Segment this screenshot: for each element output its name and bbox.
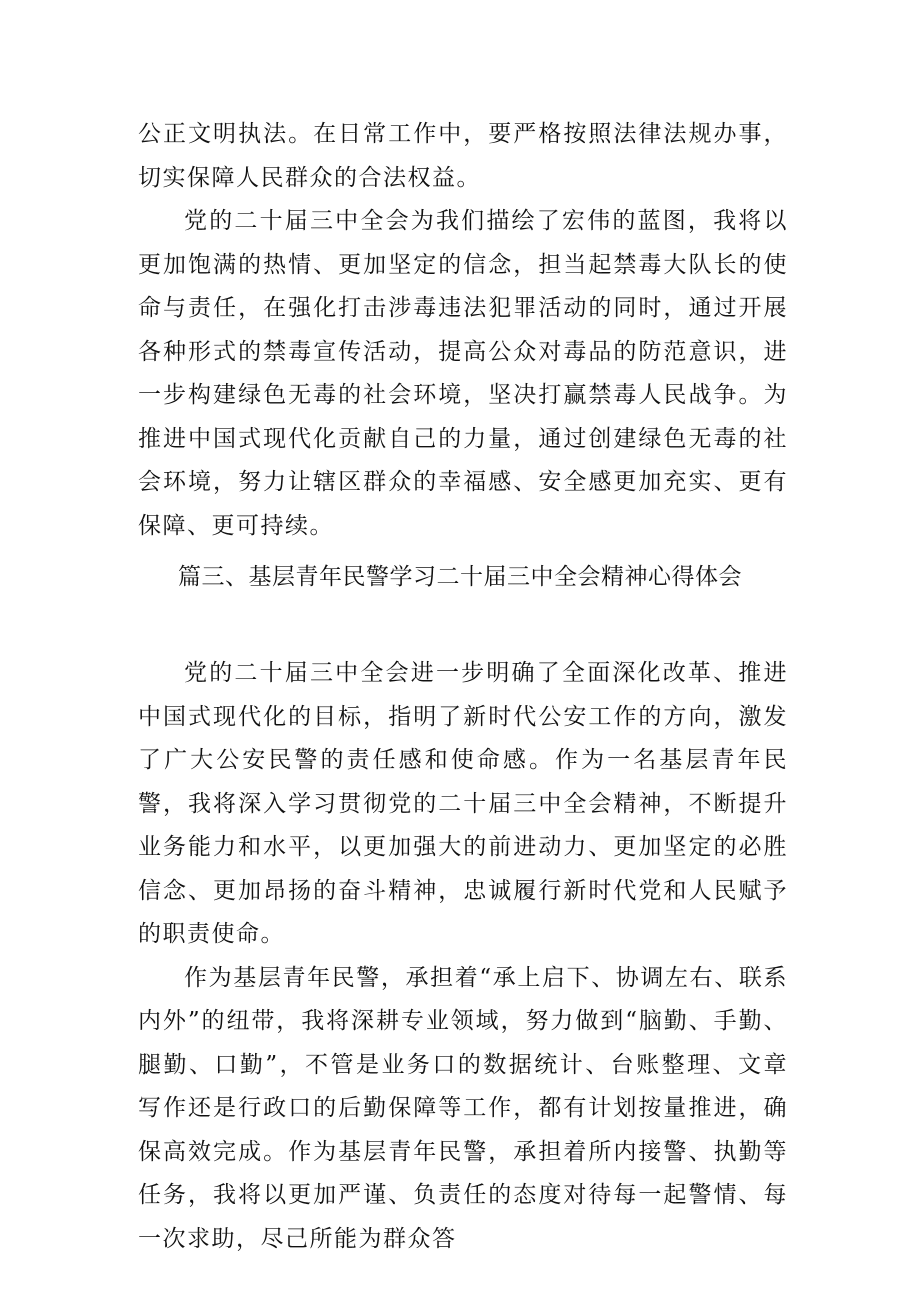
paragraph-continued: 公正文明执法。在日常工作中，要严格按照法律法规办事，切实保障人民群众的合法权益。: [138, 121, 788, 191]
section-title: 篇三、基层青年民警学习二十届三中全会精神心得体会: [178, 564, 742, 590]
paragraph: 作为基层青年民警，承担着“承上启下、协调左右、联系内外”的纽带，我将深耕专业领域，努力做到“脑勤、手勤、腿勤、口勤”，不管是业务口的数据统计、台账整理、文章写作还是行政口的后勤保障等工作，都有计划按量推进，确保高效完成。作为基层青年民警，承担着所内接警、执勤等任务，我将以更加严谨、负责任的态度对待每一起警情、每一次求助，尽己所能为群众答: [138, 964, 788, 1252]
bottom-text-block: [138, 652, 788, 1261]
paragraph: 党的二十届三中全会进一步明确了全面深化改革、推进中国式现代化的目标，指明了新时代公安工作的方向，激发了广大公安民警的责任感和使命感。作为一名基层青年民警，我将深入学习贯彻党的二十届三中全会精神，不断提升业务能力和水平，以更加强大的前进动力、更加坚定的必胜信念、更加昂扬的奋斗精神，忠诚履行新时代党和人民赋予的职责使命。: [138, 660, 788, 947]
top-text-block: [138, 113, 788, 548]
paragraph: 党的二十届三中全会为我们描绘了宏伟的蓝图，我将以更加饱满的热情、更加坚定的信念，担当起禁毒大队长的使命与责任，在强化打击涉毒违法犯罪活动的同时，通过开展各种形式的禁毒宣传活动，提高公众对毒品的防范意识，进一步构建绿色无毒的社会环境，坚决打赢禁毒人民战争。为推进中国式现代化贡献自己的力量，通过创建绿色无毒的社会环境，努力让辖区群众的幸福感、安全感更加充实、更有保障、更可持续。: [138, 208, 788, 539]
